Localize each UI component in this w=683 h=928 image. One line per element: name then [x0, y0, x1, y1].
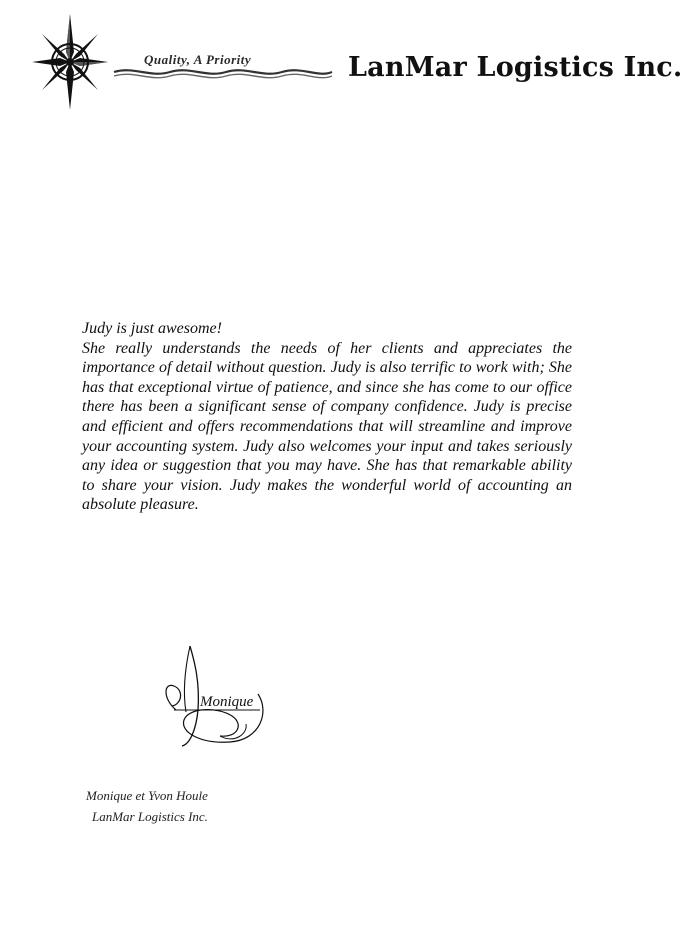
company-name: LanMar Logistics Inc.	[348, 52, 683, 83]
compass-rose-icon	[30, 12, 110, 112]
tagline-banner	[112, 50, 334, 90]
handwritten-signature-icon	[160, 640, 270, 752]
letterhead	[0, 0, 683, 120]
tagline: Quality, A Priority	[144, 52, 252, 67]
svg-text:Monique: Monique	[200, 694, 254, 710]
signer-block	[86, 785, 208, 827]
letter-paragraph: She really understands the needs of her clients and appreciates the importance of detail without question. Judy is also terrific to work with; She has that exceptional virtue of patience, and since she has come to our office there has been a significant sense of company confidence. Judy is precise and efficient and offers recommendations that will streamline and improve your accounting system. Judy also welcomes your input and takes seriously any idea or suggestion that you may have. She has that remarkable ability to share your vision. Judy makes the wonderful world of accounting an absolute pleasure.	[82, 339, 572, 514]
signer-company: LanMar Logistics Inc.	[92, 809, 208, 824]
letter-greeting: Judy is just awesome!	[82, 320, 222, 337]
letter-body	[82, 319, 572, 515]
signer-names: Monique et Yvon Houle	[86, 788, 208, 803]
wave-underline-icon	[112, 64, 334, 84]
